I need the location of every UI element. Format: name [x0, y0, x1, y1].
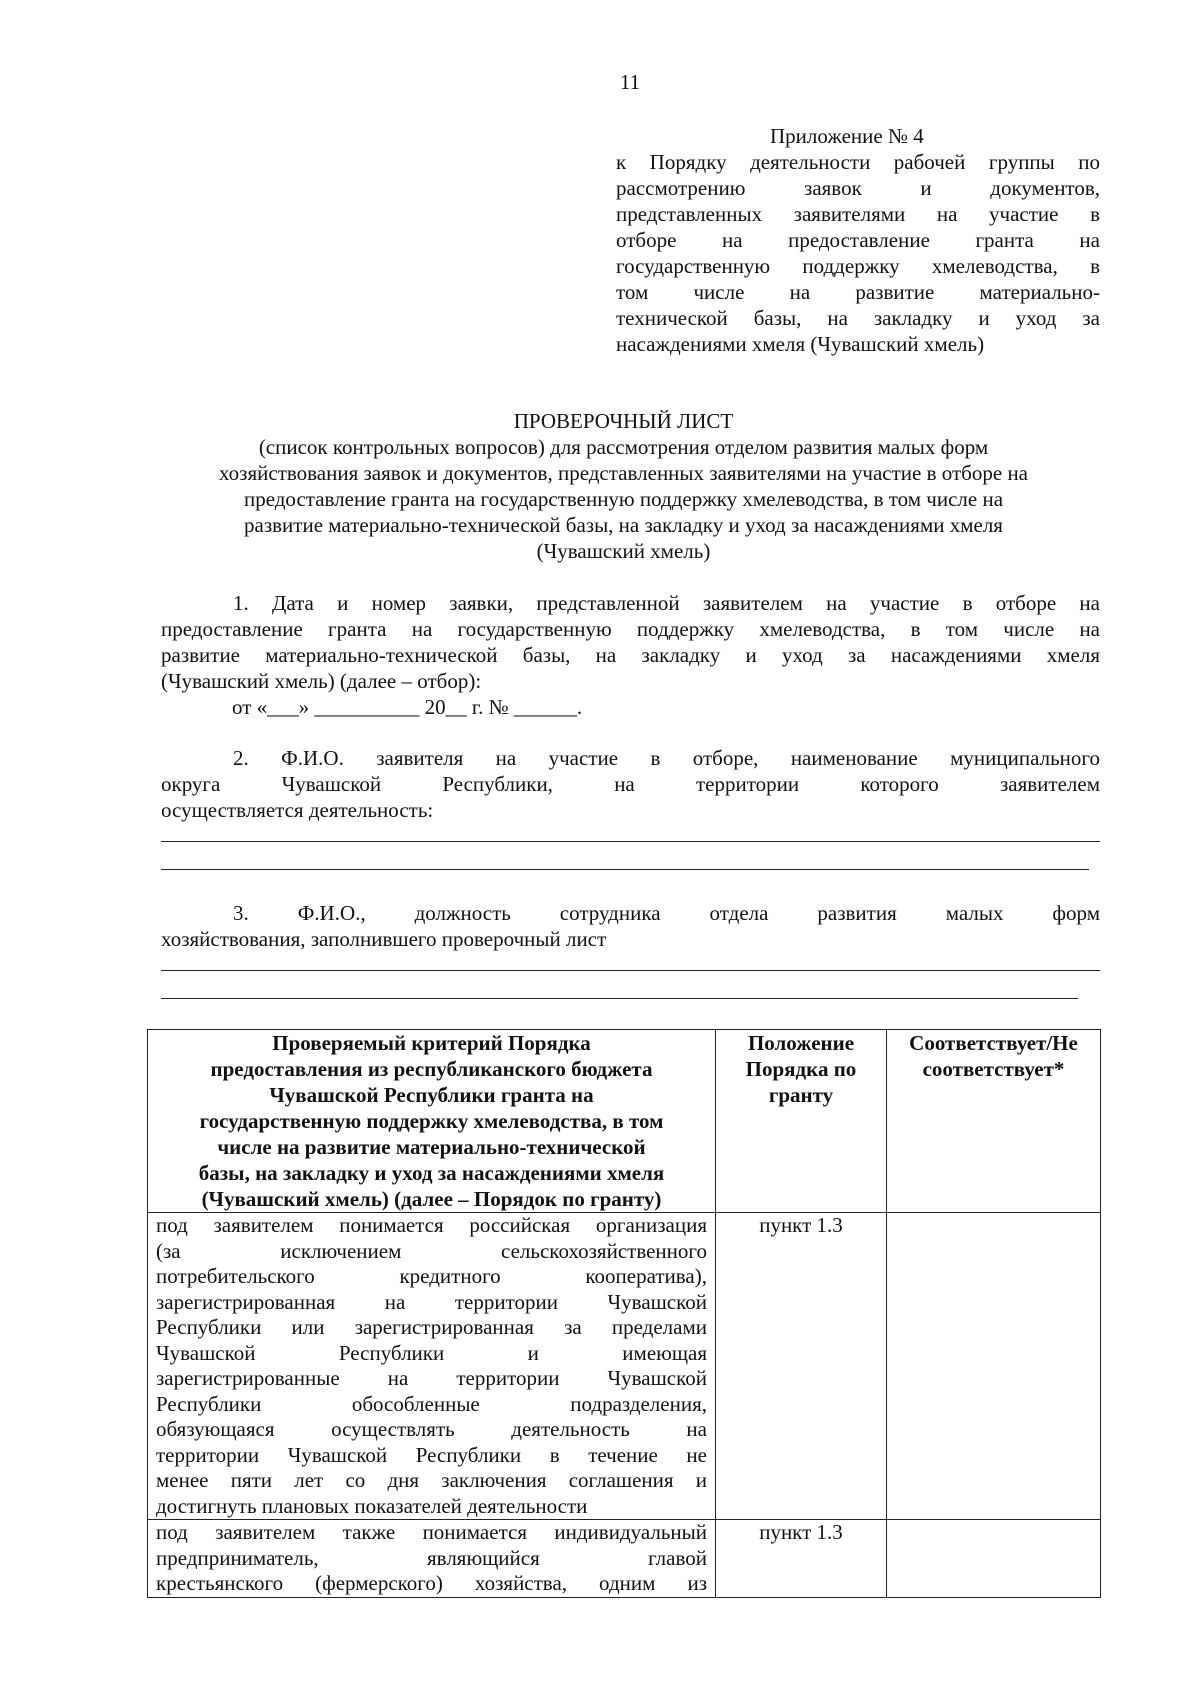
criterion-line: территории Чувашской Республики в течение не — [156, 1442, 707, 1467]
header-compliance — [887, 1030, 1101, 1213]
criterion-line: Чувашской Республики и имеющая — [156, 1340, 707, 1365]
fill-line[interactable] — [161, 998, 1078, 999]
item-1-line: 1. Дата и номер заявки, представленной заявителем на участие в отборе на — [233, 591, 1100, 615]
compliance-cell[interactable] — [887, 1213, 1101, 1520]
header-line: Соответствует/Не — [909, 1031, 1078, 1055]
header-line: базы, на закладку и уход за насаждениями хмеля — [198, 1161, 665, 1185]
subtitle-line: предоставление гранта на государственную поддержку хмелеводства, в том числе на — [243, 487, 1004, 511]
subtitle-line: хозяйствования заявок и документов, представленных заявителями на участие в отборе на — [218, 461, 1028, 485]
item-1 — [161, 590, 1100, 720]
header-criterion — [148, 1030, 716, 1213]
header-line: государственную поддержку хмелеводства, в том — [199, 1109, 664, 1133]
annex-line: государственную поддержку хмелеводства, в — [616, 254, 1100, 278]
annex-line: технической базы, на закладку и уход за — [616, 306, 1100, 330]
annex-line: отборе на предоставление гранта на — [616, 228, 1100, 252]
header-line: Проверяемый критерий Порядка — [272, 1031, 591, 1055]
criterion-line: Республики или зарегистрированная за пределами — [156, 1315, 707, 1339]
clause-text: пункт 1.3 — [759, 1520, 843, 1544]
criterion-line: под заявителем также понимается индивидуальный — [156, 1520, 707, 1544]
compliance-cell[interactable] — [887, 1520, 1101, 1598]
annex-line: насаждениями хмеля (Чувашский хмель) — [616, 332, 985, 356]
fill-line[interactable] — [161, 869, 1089, 870]
item-1-line: развитие материально-технической базы, на закладку и уход за насаждениями хмеля — [161, 643, 1100, 667]
header-line: числе на развитие материально-технической — [217, 1135, 646, 1159]
subtitle-line: развитие материально-технической базы, на закладку и уход за насаждениями хмеля — [244, 513, 1003, 537]
table-row — [148, 1213, 1101, 1520]
clause-cell — [716, 1213, 887, 1520]
item-2-line: осуществляется деятельность: — [161, 798, 434, 822]
header-line: Положение — [747, 1031, 855, 1055]
subtitle-line: (список контрольных вопросов) для рассмотрения отделом развития малых форм — [258, 435, 989, 459]
annex-block — [616, 123, 1100, 357]
header-line: (Чувашский хмель) (далее – Порядок по гранту) — [201, 1187, 662, 1211]
criterion-line: обязующаяся осуществлять деятельность на — [156, 1417, 707, 1441]
criterion-line: зарегистрированные на территории Чувашской — [156, 1366, 707, 1390]
clause-cell — [716, 1520, 887, 1598]
item-1-line: предоставление гранта на государственную поддержку хмелеводства, в том числе на — [161, 617, 1100, 641]
criterion-cell — [148, 1520, 716, 1598]
item-2 — [161, 745, 1100, 823]
criterion-line: предприниматель, являющийся главой — [156, 1545, 707, 1570]
annex-line: том числе на развитие материально- — [616, 280, 1100, 304]
document-header — [147, 408, 1100, 564]
annex-line: представленных заявителями на участие в — [616, 202, 1100, 226]
header-clause — [716, 1030, 887, 1213]
header-line: Чувашской Республики гранта на — [269, 1083, 594, 1107]
date-number-field[interactable]: от «___» __________ 20__ г. № ______. — [232, 695, 583, 719]
item-2-line: округа Чувашской Республики, на территории которого заявителем — [161, 772, 1100, 796]
item-1-line: (Чувашский хмель) (далее – отбор): — [161, 669, 482, 693]
checklist-table — [147, 1029, 1101, 1598]
header-line: соответствует* — [922, 1057, 1065, 1081]
annex-line: к Порядку деятельности рабочей группы по — [616, 150, 1100, 174]
criterion-line: крестьянского (фермерского) хозяйства, одним из — [156, 1571, 707, 1595]
item-2-line: 2. Ф.И.О. заявителя на участие в отборе, наименование муниципального — [233, 746, 1100, 770]
criterion-line: менее пяти лет со дня заключения соглашения и — [156, 1468, 707, 1492]
criterion-line: Республики обособленные подразделения, — [156, 1391, 707, 1416]
page-number: 11 — [619, 70, 641, 94]
fill-line[interactable] — [161, 841, 1100, 842]
criterion-line: достигнуть плановых показателей деятельности — [156, 1493, 588, 1518]
subtitle-line: (Чувашский хмель) — [536, 539, 711, 563]
table-header-row — [148, 1030, 1101, 1213]
criterion-line: под заявителем понимается российская организация — [156, 1213, 707, 1237]
annex-title: Приложение № 4 — [770, 124, 924, 148]
item-3 — [161, 900, 1100, 952]
criterion-line: (за исключением сельскохозяйственного — [156, 1238, 707, 1263]
item-3-line: 3. Ф.И.О., должность сотрудника отдела развития малых форм — [233, 901, 1100, 925]
criterion-line: потребительского кредитного кооператива), — [156, 1264, 707, 1288]
annex-line: рассмотрению заявок и документов, — [616, 176, 1100, 200]
clause-text: пункт 1.3 — [759, 1213, 843, 1237]
document-title: ПРОВЕРОЧНЫЙ ЛИСТ — [513, 409, 734, 433]
header-line: предоставления из республиканского бюджета — [210, 1057, 653, 1081]
header-line: гранту — [768, 1083, 834, 1107]
criterion-line: зарегистрированная на территории Чувашской — [156, 1289, 707, 1314]
table-row — [148, 1520, 1101, 1598]
item-3-line: хозяйствования, заполнившего проверочный лист — [161, 927, 607, 951]
fill-line[interactable] — [161, 970, 1100, 971]
header-line: Порядка по — [745, 1057, 857, 1081]
criterion-cell — [148, 1213, 716, 1520]
